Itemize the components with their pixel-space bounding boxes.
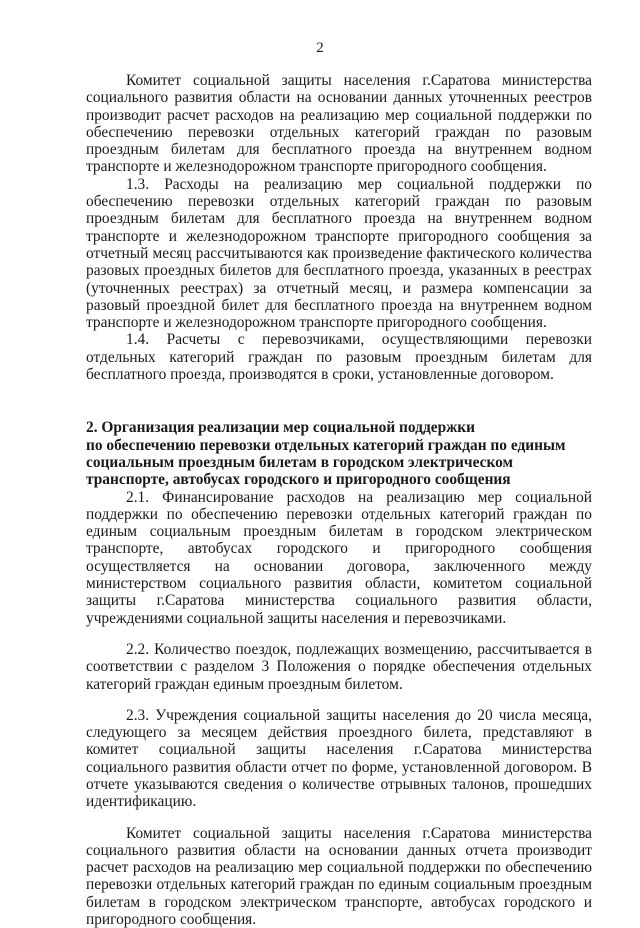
paragraph-committee-calculation: Комитет социальной защиты населения г.Саратова министерства социального развития области на основании данных уточненных реестров производит расчет расходов на реализацию мер социальной поддержки по обеспечению перевозки отдельных категорий граждан по разовым проездным билетам для бесплатного проезда на внутреннем водном транспорте и железнодорожном транспорте пригородного сообщения. <box>86 72 592 176</box>
paragraph-2-3: 2.3. Учреждения социальной защиты населения до 20 числа месяца, следующего за месяцем действия проездного билета, представляют в комитет социальной защиты населения г.Саратова министерства социального развития области отчет по форме, установленной договором. В отчете указываются сведения о количестве отрывных талонов, прошедших идентификацию. <box>86 706 592 811</box>
document-body <box>86 72 592 928</box>
page-number: 2 <box>316 40 324 56</box>
paragraph-1-4: 1.4. Расчеты с перевозчиками, осуществляющими перевозки отдельных категорий граждан по разовым проездным билетам для бесплатного проезда, производятся в сроки, установленные договором. <box>86 331 592 384</box>
section-heading-line: по обеспечению перевозки отдельных категорий граждан по единым <box>86 436 566 454</box>
section-heading-line: 2. Организация реализации мер социальной поддержки <box>86 419 476 437</box>
paragraph-1-3: 1.3. Расходы на реализацию мер социальной поддержки по обеспечению перевозки отдельных категорий граждан по разовым проездным билетам для бесплатного проезда на внутреннем водном транспорте и железнодорожном транспорте пригородного сообщения за отчетный месяц рассчитываются как произведение фактического количества разовых проездных билетов для бесплатного проезда, указанных в реестрах (уточненных реестрах) за отчетный месяц, и размера компенсации за разовый проездной билет для бесплатного проезда на внутреннем водном транспорте и железнодорожном транспорте пригородного сообщения. <box>86 175 592 332</box>
section-2-heading <box>86 419 592 488</box>
paragraph-2-2: 2.2. Количество поездок, подлежащих возмещению, рассчитывается в соответствии с разделом 3 Положения о порядке обеспечения отдельных категорий граждан единым проездным билетом. <box>86 640 592 693</box>
section-heading-line: социальным проездным билетам в городском электрическом <box>86 453 513 471</box>
paragraph-committee-report: Комитет социальной защиты населения г.Саратова министерства социального развития области на основании данных отчета производит расчет расходов на реализацию мер социальной поддержки по обеспечению перевозки отдельных категорий граждан по единым социальным проездным билетам в городском электрическом транспорте, автобусах городского и пригородного сообщения. <box>86 824 592 928</box>
paragraph-2-1: 2.1. Финансирование расходов на реализацию мер социальной поддержки по обеспечению перевозки отдельных категорий граждан по единым социальным проездным билетам в городском электрическом транспорте, автобусах городского и пригородного сообщения осуществляется на основании договора, заключенного между министерством социального развития области, комитетом социальной защиты г.Саратова министерства социального развития области, учреждениями социальной защиты населения и перевозчиками. <box>86 488 592 627</box>
section-heading-line: транспорте, автобусах городского и пригородного сообщения <box>86 471 511 489</box>
